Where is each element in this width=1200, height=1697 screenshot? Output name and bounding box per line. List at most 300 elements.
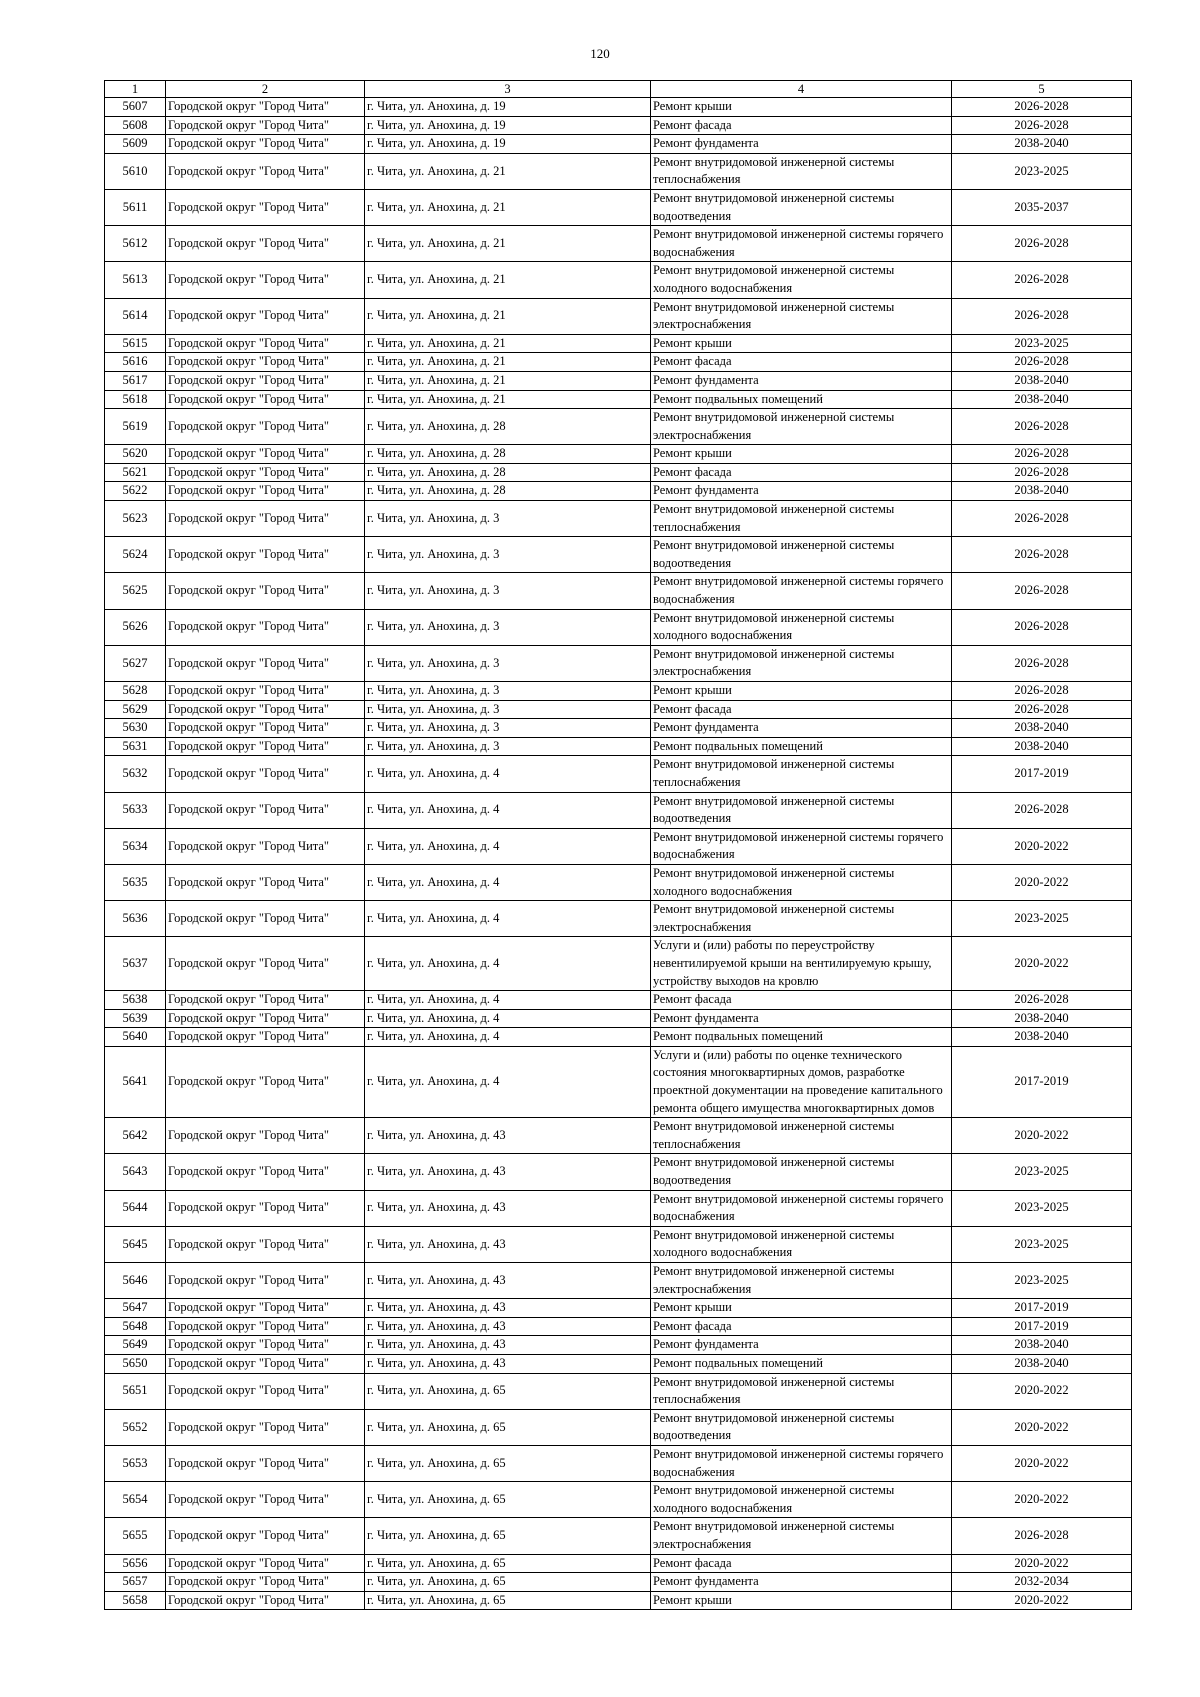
table-row: [105, 262, 1132, 298]
municipality-cell: Городской округ "Город Чита": [166, 226, 365, 262]
period-cell: 2026-2028: [952, 792, 1132, 828]
work-type-cell: Ремонт фундамента: [651, 371, 952, 390]
address-cell: г. Чита, ул. Анохина, д. 21: [365, 153, 651, 189]
address-cell: г. Чита, ул. Анохина, д. 4: [365, 1009, 651, 1028]
address-cell: г. Чита, ул. Анохина, д. 43: [365, 1226, 651, 1262]
address-cell: г. Чита, ул. Анохина, д. 4: [365, 792, 651, 828]
row-number-cell: 5631: [105, 737, 166, 756]
address-cell: г. Чита, ул. Анохина, д. 3: [365, 645, 651, 681]
period-cell: 2023-2025: [952, 1263, 1132, 1299]
address-cell: г. Чита, ул. Анохина, д. 21: [365, 226, 651, 262]
address-cell: г. Чита, ул. Анохина, д. 21: [365, 390, 651, 409]
row-number-cell: 5635: [105, 864, 166, 900]
work-type-cell: Ремонт фасада: [651, 353, 952, 372]
work-type-cell: Ремонт внутридомовой инженерной системы теплоснабжения: [651, 756, 952, 792]
row-number-cell: 5624: [105, 537, 166, 573]
row-number-cell: 5649: [105, 1336, 166, 1355]
row-number-cell: 5654: [105, 1482, 166, 1518]
address-cell: г. Чита, ул. Анохина, д. 43: [365, 1263, 651, 1299]
table-row: [105, 1554, 1132, 1573]
table-row: [105, 1299, 1132, 1318]
row-number-cell: 5618: [105, 390, 166, 409]
period-cell: 2026-2028: [952, 991, 1132, 1010]
table-row: [105, 1482, 1132, 1518]
row-number-cell: 5655: [105, 1518, 166, 1554]
municipality-cell: Городской округ "Город Чита": [166, 991, 365, 1010]
table-row: [105, 334, 1132, 353]
work-type-cell: Ремонт внутридомовой инженерной системы электроснабжения: [651, 298, 952, 334]
table-row: [105, 1190, 1132, 1226]
address-cell: г. Чита, ул. Анохина, д. 3: [365, 700, 651, 719]
address-cell: г. Чита, ул. Анохина, д. 21: [365, 189, 651, 225]
municipality-cell: Городской округ "Город Чита": [166, 1046, 365, 1117]
municipality-cell: Городской округ "Город Чита": [166, 116, 365, 135]
address-cell: г. Чита, ул. Анохина, д. 65: [365, 1482, 651, 1518]
table-row: [105, 645, 1132, 681]
table-row: [105, 719, 1132, 738]
row-number-cell: 5646: [105, 1263, 166, 1299]
address-cell: г. Чита, ул. Анохина, д. 3: [365, 682, 651, 701]
table-row: [105, 390, 1132, 409]
table-row: [105, 991, 1132, 1010]
municipality-cell: Городской округ "Город Чита": [166, 1028, 365, 1047]
work-type-cell: Ремонт внутридомовой инженерной системы горячего водоснабжения: [651, 226, 952, 262]
municipality-cell: Городской округ "Город Чита": [166, 501, 365, 537]
row-number-cell: 5641: [105, 1046, 166, 1117]
period-cell: 2038-2040: [952, 1336, 1132, 1355]
period-cell: 2026-2028: [952, 682, 1132, 701]
work-type-cell: Ремонт внутридомовой инженерной системы теплоснабжения: [651, 501, 952, 537]
row-number-cell: 5639: [105, 1009, 166, 1028]
column-header: 4: [651, 81, 952, 98]
municipality-cell: Городской округ "Город Чита": [166, 98, 365, 117]
work-type-cell: Ремонт фундамента: [651, 1009, 952, 1028]
table-row: [105, 1591, 1132, 1610]
municipality-cell: Городской округ "Город Чита": [166, 756, 365, 792]
table-row: [105, 1445, 1132, 1481]
work-type-cell: Ремонт фундамента: [651, 482, 952, 501]
table-row: [105, 573, 1132, 609]
work-type-cell: Ремонт внутридомовой инженерной системы электроснабжения: [651, 645, 952, 681]
work-type-cell: Ремонт крыши: [651, 1299, 952, 1318]
table-row: [105, 1263, 1132, 1299]
address-cell: г. Чита, ул. Анохина, д. 43: [365, 1317, 651, 1336]
table-row: [105, 1373, 1132, 1409]
period-cell: 2026-2028: [952, 262, 1132, 298]
row-number-cell: 5648: [105, 1317, 166, 1336]
table-row: [105, 828, 1132, 864]
table-row: [105, 1573, 1132, 1592]
row-number-cell: 5626: [105, 609, 166, 645]
address-cell: г. Чита, ул. Анохина, д. 65: [365, 1409, 651, 1445]
row-number-cell: 5621: [105, 463, 166, 482]
row-number-cell: 5617: [105, 371, 166, 390]
address-cell: г. Чита, ул. Анохина, д. 65: [365, 1573, 651, 1592]
page-number: 120: [590, 46, 610, 61]
address-cell: г. Чита, ул. Анохина, д. 65: [365, 1445, 651, 1481]
row-number-cell: 5651: [105, 1373, 166, 1409]
period-cell: 2026-2028: [952, 700, 1132, 719]
row-number-cell: 5637: [105, 937, 166, 991]
period-cell: 2020-2022: [952, 1591, 1132, 1610]
table-row: [105, 226, 1132, 262]
column-header: 3: [365, 81, 651, 98]
period-cell: 2038-2040: [952, 135, 1132, 154]
address-cell: г. Чита, ул. Анохина, д. 4: [365, 864, 651, 900]
work-type-cell: Ремонт фасада: [651, 1317, 952, 1336]
row-number-cell: 5638: [105, 991, 166, 1010]
table-row: [105, 1226, 1132, 1262]
municipality-cell: Городской округ "Город Чита": [166, 1226, 365, 1262]
address-cell: г. Чита, ул. Анохина, д. 4: [365, 1046, 651, 1117]
period-cell: 2038-2040: [952, 482, 1132, 501]
work-type-cell: Ремонт внутридомовой инженерной системы водоотведения: [651, 537, 952, 573]
row-number-cell: 5645: [105, 1226, 166, 1262]
period-cell: 2038-2040: [952, 737, 1132, 756]
period-cell: 2035-2037: [952, 189, 1132, 225]
period-cell: 2020-2022: [952, 1445, 1132, 1481]
work-type-cell: Ремонт внутридомовой инженерной системы холодного водоснабжения: [651, 1226, 952, 1262]
period-cell: 2026-2028: [952, 409, 1132, 445]
table-row: [105, 135, 1132, 154]
municipality-cell: Городской округ "Город Чита": [166, 719, 365, 738]
period-cell: 2026-2028: [952, 116, 1132, 135]
row-number-cell: 5625: [105, 573, 166, 609]
table-row: [105, 409, 1132, 445]
period-cell: 2017-2019: [952, 1046, 1132, 1117]
period-cell: 2038-2040: [952, 719, 1132, 738]
work-type-cell: Ремонт фундамента: [651, 719, 952, 738]
table-row: [105, 609, 1132, 645]
period-cell: 2026-2028: [952, 98, 1132, 117]
municipality-cell: Городской округ "Город Чита": [166, 482, 365, 501]
municipality-cell: Городской округ "Город Чита": [166, 573, 365, 609]
table-row: [105, 501, 1132, 537]
work-type-cell: Ремонт подвальных помещений: [651, 1028, 952, 1047]
address-cell: г. Чита, ул. Анохина, д. 3: [365, 609, 651, 645]
address-cell: г. Чита, ул. Анохина, д. 4: [365, 901, 651, 937]
row-number-cell: 5644: [105, 1190, 166, 1226]
municipality-cell: Городской округ "Город Чита": [166, 864, 365, 900]
municipality-cell: Городской округ "Город Чита": [166, 153, 365, 189]
municipality-cell: Городской округ "Город Чита": [166, 298, 365, 334]
row-number-cell: 5620: [105, 445, 166, 464]
address-cell: г. Чита, ул. Анохина, д. 65: [365, 1554, 651, 1573]
period-cell: 2026-2028: [952, 645, 1132, 681]
row-number-cell: 5629: [105, 700, 166, 719]
period-cell: 2020-2022: [952, 1118, 1132, 1154]
work-type-cell: Ремонт фасада: [651, 700, 952, 719]
work-type-cell: Ремонт внутридомовой инженерной системы теплоснабжения: [651, 1373, 952, 1409]
table-row: [105, 737, 1132, 756]
work-type-cell: Ремонт внутридомовой инженерной системы водоотведения: [651, 1154, 952, 1190]
column-header: 1: [105, 81, 166, 98]
table-row: [105, 537, 1132, 573]
municipality-cell: Городской округ "Город Чита": [166, 609, 365, 645]
work-type-cell: Ремонт внутридомовой инженерной системы горячего водоснабжения: [651, 1445, 952, 1481]
work-type-cell: Ремонт фасада: [651, 463, 952, 482]
period-cell: 2023-2025: [952, 153, 1132, 189]
work-type-cell: Ремонт крыши: [651, 682, 952, 701]
work-type-cell: Ремонт внутридомовой инженерной системы электроснабжения: [651, 901, 952, 937]
municipality-cell: Городской округ "Город Чита": [166, 1373, 365, 1409]
address-cell: г. Чита, ул. Анохина, д. 65: [365, 1373, 651, 1409]
municipality-cell: Городской округ "Город Чита": [166, 1409, 365, 1445]
table-row: [105, 116, 1132, 135]
work-type-cell: Ремонт внутридомовой инженерной системы водоотведения: [651, 1409, 952, 1445]
work-type-cell: Ремонт внутридомовой инженерной системы горячего водоснабжения: [651, 573, 952, 609]
address-cell: г. Чита, ул. Анохина, д. 28: [365, 482, 651, 501]
work-type-cell: Ремонт внутридомовой инженерной системы водоотведения: [651, 792, 952, 828]
period-cell: 2020-2022: [952, 1482, 1132, 1518]
address-cell: г. Чита, ул. Анохина, д. 19: [365, 98, 651, 117]
period-cell: 2026-2028: [952, 501, 1132, 537]
table-row: [105, 792, 1132, 828]
repair-schedule-table: [104, 80, 1132, 1610]
row-number-cell: 5642: [105, 1118, 166, 1154]
address-cell: г. Чита, ул. Анохина, д. 4: [365, 991, 651, 1010]
row-number-cell: 5623: [105, 501, 166, 537]
row-number-cell: 5627: [105, 645, 166, 681]
work-type-cell: Услуги и (или) работы по переустройству невентилируемой крыши на вентилируемую крышу, устройству выходов на кровлю: [651, 937, 952, 991]
row-number-cell: 5619: [105, 409, 166, 445]
address-cell: г. Чита, ул. Анохина, д. 3: [365, 537, 651, 573]
work-type-cell: Ремонт внутридомовой инженерной системы холодного водоснабжения: [651, 609, 952, 645]
row-number-cell: 5636: [105, 901, 166, 937]
address-cell: г. Чита, ул. Анохина, д. 3: [365, 719, 651, 738]
work-type-cell: Услуги и (или) работы по оценке технического состояния многоквартирных домов, разработке проектной документации на проведение капитального ремонта общего имущества многоквартирных домов: [651, 1046, 952, 1117]
row-number-cell: 5640: [105, 1028, 166, 1047]
municipality-cell: Городской округ "Город Чита": [166, 828, 365, 864]
table-row: [105, 1009, 1132, 1028]
municipality-cell: Городской округ "Город Чита": [166, 135, 365, 154]
work-type-cell: Ремонт фасада: [651, 1554, 952, 1573]
period-cell: 2026-2028: [952, 445, 1132, 464]
address-cell: г. Чита, ул. Анохина, д. 21: [365, 353, 651, 372]
period-cell: 2026-2028: [952, 226, 1132, 262]
row-number-cell: 5633: [105, 792, 166, 828]
period-cell: 2023-2025: [952, 901, 1132, 937]
address-cell: г. Чита, ул. Анохина, д. 4: [365, 828, 651, 864]
table-row: [105, 1118, 1132, 1154]
work-type-cell: Ремонт внутридомовой инженерной системы холодного водоснабжения: [651, 1482, 952, 1518]
address-cell: г. Чита, ул. Анохина, д. 21: [365, 298, 651, 334]
address-cell: г. Чита, ул. Анохина, д. 3: [365, 573, 651, 609]
table-row: [105, 1518, 1132, 1554]
period-cell: 2026-2028: [952, 1518, 1132, 1554]
address-cell: г. Чита, ул. Анохина, д. 43: [365, 1190, 651, 1226]
address-cell: г. Чита, ул. Анохина, д. 28: [365, 445, 651, 464]
municipality-cell: Городской округ "Город Чита": [166, 1445, 365, 1481]
work-type-cell: Ремонт внутридомовой инженерной системы электроснабжения: [651, 409, 952, 445]
work-type-cell: Ремонт внутридомовой инженерной системы электроснабжения: [651, 1263, 952, 1299]
table-row: [105, 682, 1132, 701]
row-number-cell: 5615: [105, 334, 166, 353]
row-number-cell: 5609: [105, 135, 166, 154]
period-cell: 2038-2040: [952, 1028, 1132, 1047]
period-cell: 2026-2028: [952, 353, 1132, 372]
municipality-cell: Городской округ "Город Чита": [166, 1154, 365, 1190]
column-header: 5: [952, 81, 1132, 98]
period-cell: 2020-2022: [952, 1373, 1132, 1409]
row-number-cell: 5616: [105, 353, 166, 372]
table-row: [105, 371, 1132, 390]
work-type-cell: Ремонт фасада: [651, 991, 952, 1010]
period-cell: 2017-2019: [952, 1317, 1132, 1336]
period-cell: 2026-2028: [952, 298, 1132, 334]
work-type-cell: Ремонт внутридомовой инженерной системы горячего водоснабжения: [651, 828, 952, 864]
municipality-cell: Городской округ "Город Чита": [166, 390, 365, 409]
table-row: [105, 445, 1132, 464]
work-type-cell: Ремонт внутридомовой инженерной системы теплоснабжения: [651, 1118, 952, 1154]
column-header: 2: [166, 81, 365, 98]
municipality-cell: Городской округ "Город Чита": [166, 445, 365, 464]
row-number-cell: 5657: [105, 1573, 166, 1592]
row-number-cell: 5612: [105, 226, 166, 262]
row-number-cell: 5647: [105, 1299, 166, 1318]
table-row: [105, 864, 1132, 900]
row-number-cell: 5650: [105, 1354, 166, 1373]
work-type-cell: Ремонт внутридомовой инженерной системы горячего водоснабжения: [651, 1190, 952, 1226]
work-type-cell: Ремонт фундамента: [651, 1336, 952, 1355]
period-cell: 2038-2040: [952, 390, 1132, 409]
period-cell: 2038-2040: [952, 1009, 1132, 1028]
table-row: [105, 1409, 1132, 1445]
municipality-cell: Городской округ "Город Чита": [166, 737, 365, 756]
work-type-cell: Ремонт подвальных помещений: [651, 1354, 952, 1373]
period-cell: 2020-2022: [952, 1409, 1132, 1445]
work-type-cell: Ремонт подвальных помещений: [651, 390, 952, 409]
municipality-cell: Городской округ "Город Чита": [166, 463, 365, 482]
address-cell: г. Чита, ул. Анохина, д. 43: [365, 1154, 651, 1190]
municipality-cell: Городской округ "Город Чита": [166, 1482, 365, 1518]
address-cell: г. Чита, ул. Анохина, д. 4: [365, 937, 651, 991]
period-cell: 2020-2022: [952, 828, 1132, 864]
period-cell: 2023-2025: [952, 1226, 1132, 1262]
address-cell: г. Чита, ул. Анохина, д. 65: [365, 1591, 651, 1610]
municipality-cell: Городской округ "Город Чита": [166, 353, 365, 372]
address-cell: г. Чита, ул. Анохина, д. 19: [365, 116, 651, 135]
address-cell: г. Чита, ул. Анохина, д. 4: [365, 1028, 651, 1047]
municipality-cell: Городской округ "Город Чита": [166, 645, 365, 681]
municipality-cell: Городской округ "Город Чита": [166, 409, 365, 445]
address-cell: г. Чита, ул. Анохина, д. 19: [365, 135, 651, 154]
row-number-cell: 5610: [105, 153, 166, 189]
municipality-cell: Городской округ "Город Чита": [166, 1573, 365, 1592]
municipality-cell: Городской округ "Город Чита": [166, 537, 365, 573]
municipality-cell: Городской округ "Город Чита": [166, 901, 365, 937]
municipality-cell: Городской округ "Город Чита": [166, 700, 365, 719]
row-number-cell: 5628: [105, 682, 166, 701]
work-type-cell: Ремонт крыши: [651, 445, 952, 464]
table-row: [105, 1354, 1132, 1373]
address-cell: г. Чита, ул. Анохина, д. 21: [365, 371, 651, 390]
row-number-cell: 5658: [105, 1591, 166, 1610]
row-number-cell: 5630: [105, 719, 166, 738]
table-row: [105, 189, 1132, 225]
period-cell: 2026-2028: [952, 537, 1132, 573]
municipality-cell: Городской округ "Город Чита": [166, 1009, 365, 1028]
municipality-cell: Городской округ "Город Чита": [166, 1336, 365, 1355]
work-type-cell: Ремонт фундамента: [651, 135, 952, 154]
table-header-row: [105, 81, 1132, 98]
municipality-cell: Городской округ "Город Чита": [166, 371, 365, 390]
municipality-cell: Городской округ "Город Чита": [166, 682, 365, 701]
row-number-cell: 5632: [105, 756, 166, 792]
work-type-cell: Ремонт внутридомовой инженерной системы электроснабжения: [651, 1518, 952, 1554]
work-type-cell: Ремонт крыши: [651, 98, 952, 117]
table-row: [105, 1317, 1132, 1336]
address-cell: г. Чита, ул. Анохина, д. 4: [365, 756, 651, 792]
municipality-cell: Городской округ "Город Чита": [166, 334, 365, 353]
municipality-cell: Городской округ "Город Чита": [166, 1354, 365, 1373]
row-number-cell: 5656: [105, 1554, 166, 1573]
municipality-cell: Городской округ "Город Чита": [166, 937, 365, 991]
work-type-cell: Ремонт фундамента: [651, 1573, 952, 1592]
period-cell: 2038-2040: [952, 371, 1132, 390]
municipality-cell: Городской округ "Город Чита": [166, 1317, 365, 1336]
address-cell: г. Чита, ул. Анохина, д. 43: [365, 1299, 651, 1318]
period-cell: 2038-2040: [952, 1354, 1132, 1373]
address-cell: г. Чита, ул. Анохина, д. 3: [365, 501, 651, 537]
period-cell: 2023-2025: [952, 1154, 1132, 1190]
table-row: [105, 700, 1132, 719]
municipality-cell: Городской округ "Город Чита": [166, 1591, 365, 1610]
period-cell: 2023-2025: [952, 1190, 1132, 1226]
address-cell: г. Чита, ул. Анохина, д. 43: [365, 1336, 651, 1355]
period-cell: 2026-2028: [952, 609, 1132, 645]
row-number-cell: 5607: [105, 98, 166, 117]
table-row: [105, 298, 1132, 334]
table-body: [105, 98, 1132, 1610]
period-cell: 2020-2022: [952, 937, 1132, 991]
municipality-cell: Городской округ "Город Чита": [166, 189, 365, 225]
period-cell: 2017-2019: [952, 756, 1132, 792]
work-type-cell: Ремонт подвальных помещений: [651, 737, 952, 756]
table-row: [105, 1028, 1132, 1047]
address-cell: г. Чита, ул. Анохина, д. 21: [365, 262, 651, 298]
municipality-cell: Городской округ "Город Чита": [166, 1263, 365, 1299]
table-row: [105, 153, 1132, 189]
address-cell: г. Чита, ул. Анохина, д. 28: [365, 409, 651, 445]
period-cell: 2032-2034: [952, 1573, 1132, 1592]
municipality-cell: Городской округ "Город Чита": [166, 792, 365, 828]
period-cell: 2020-2022: [952, 1554, 1132, 1573]
table-row: [105, 463, 1132, 482]
table-row: [105, 1154, 1132, 1190]
table-row: [105, 1336, 1132, 1355]
address-cell: г. Чита, ул. Анохина, д. 43: [365, 1354, 651, 1373]
table-row: [105, 482, 1132, 501]
address-cell: г. Чита, ул. Анохина, д. 3: [365, 737, 651, 756]
table-row: [105, 756, 1132, 792]
work-type-cell: Ремонт внутридомовой инженерной системы холодного водоснабжения: [651, 262, 952, 298]
municipality-cell: Городской округ "Город Чита": [166, 1118, 365, 1154]
row-number-cell: 5643: [105, 1154, 166, 1190]
row-number-cell: 5611: [105, 189, 166, 225]
table-row: [105, 937, 1132, 991]
work-type-cell: Ремонт внутридомовой инженерной системы холодного водоснабжения: [651, 864, 952, 900]
address-cell: г. Чита, ул. Анохина, д. 21: [365, 334, 651, 353]
row-number-cell: 5652: [105, 1409, 166, 1445]
table-row: [105, 353, 1132, 372]
address-cell: г. Чита, ул. Анохина, д. 43: [365, 1118, 651, 1154]
table-row: [105, 901, 1132, 937]
row-number-cell: 5653: [105, 1445, 166, 1481]
row-number-cell: 5614: [105, 298, 166, 334]
address-cell: г. Чита, ул. Анохина, д. 65: [365, 1518, 651, 1554]
row-number-cell: 5613: [105, 262, 166, 298]
